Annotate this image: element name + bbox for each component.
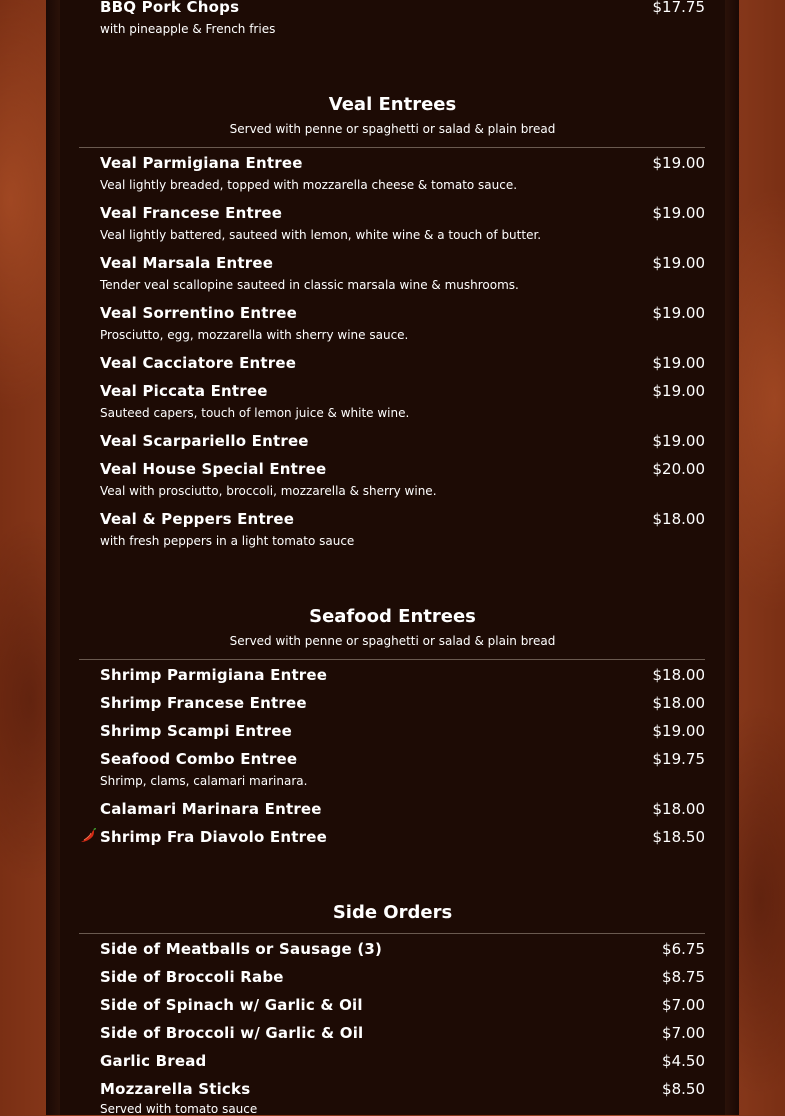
section-divider xyxy=(79,659,705,660)
item-description: Served with tomato sauce xyxy=(100,1102,258,1116)
item-name: Side of Spinach w/ Garlic & Oil xyxy=(100,996,363,1014)
item-name: Shrimp Scampi Entree xyxy=(100,722,292,740)
item-name: Calamari Marinara Entree xyxy=(100,800,322,818)
item-name: Veal Cacciatore Entree xyxy=(100,354,297,372)
item-name: Veal Piccata Entree xyxy=(100,382,268,400)
item-price: $19.00 xyxy=(652,354,705,372)
item-name: Side of Broccoli w/ Garlic & Oil xyxy=(100,1024,364,1042)
item-price: $7.00 xyxy=(662,996,705,1014)
item-price: $19.00 xyxy=(652,304,705,322)
item-name: Veal Parmigiana Entree xyxy=(100,154,303,172)
item-name: BBQ Pork Chops xyxy=(100,0,240,16)
item-name: Veal Sorrentino Entree xyxy=(100,304,297,322)
item-name: Shrimp Francese Entree xyxy=(100,694,307,712)
item-price: $18.00 xyxy=(652,694,705,712)
item-description: Prosciutto, egg, mozzarella with sherry wine sauce. xyxy=(100,328,409,342)
item-price: $19.00 xyxy=(652,204,705,222)
section-divider xyxy=(79,147,705,148)
item-description: Shrimp, clams, calamari marinara. xyxy=(100,774,308,788)
item-price: $18.00 xyxy=(652,666,705,684)
item-price: $20.00 xyxy=(652,460,705,478)
section-title-seafood: Seafood Entrees xyxy=(309,606,476,627)
item-price: $19.75 xyxy=(652,750,705,768)
section-divider xyxy=(79,933,705,934)
item-name: Garlic Bread xyxy=(100,1052,207,1070)
item-price: $17.75 xyxy=(652,0,705,16)
section-subtitle-seafood: Served with penne or spaghetti or salad & plain bread xyxy=(229,634,556,648)
item-price: $18.00 xyxy=(652,800,705,818)
item-price: $19.00 xyxy=(652,432,705,450)
item-description: Veal lightly battered, sauteed with lemon, white wine & a touch of butter. xyxy=(100,228,542,242)
item-price: $19.00 xyxy=(652,254,705,272)
item-description: Sauteed capers, touch of lemon juice & white wine. xyxy=(100,406,410,420)
section-title-sides: Side Orders xyxy=(332,902,453,923)
item-price: $6.75 xyxy=(662,940,705,958)
item-price: $7.00 xyxy=(662,1024,705,1042)
section-subtitle-veal: Served with penne or spaghetti or salad & plain bread xyxy=(229,122,556,136)
item-name: Veal House Special Entree xyxy=(100,460,327,478)
item-description: with fresh peppers in a light tomato sauce xyxy=(100,534,355,548)
item-name: Shrimp Parmigiana Entree xyxy=(100,666,328,684)
item-price: $19.00 xyxy=(652,154,705,172)
chili-pepper-icon xyxy=(79,828,97,844)
item-price: $4.50 xyxy=(662,1052,705,1070)
item-price: $18.50 xyxy=(652,828,705,846)
item-price: $19.00 xyxy=(652,382,705,400)
item-description: Veal lightly breaded, topped with mozzarella cheese & tomato sauce. xyxy=(100,178,518,192)
item-price: $8.50 xyxy=(662,1080,705,1098)
item-name: Veal Marsala Entree xyxy=(100,254,274,272)
item-price: $8.75 xyxy=(662,968,705,986)
section-title-veal: Veal Entrees xyxy=(328,94,457,115)
item-name: Veal & Peppers Entree xyxy=(100,510,295,528)
item-name: Mozzarella Sticks xyxy=(100,1080,251,1098)
item-description: Veal with prosciutto, broccoli, mozzarella & sherry wine. xyxy=(100,484,437,498)
item-name: Veal Scarpariello Entree xyxy=(100,432,309,450)
item-name: Side of Meatballs or Sausage (3) xyxy=(100,940,383,958)
item-name: Shrimp Fra Diavolo Entree xyxy=(100,828,327,846)
item-price: $19.00 xyxy=(652,722,705,740)
item-name: Veal Francese Entree xyxy=(100,204,283,222)
item-name: Seafood Combo Entree xyxy=(100,750,298,768)
item-name: Side of Broccoli Rabe xyxy=(100,968,284,986)
item-description: with pineapple & French fries xyxy=(100,22,276,36)
item-description: Tender veal scallopine sauteed in classic marsala wine & mushrooms. xyxy=(100,278,519,292)
item-price: $18.00 xyxy=(652,510,705,528)
